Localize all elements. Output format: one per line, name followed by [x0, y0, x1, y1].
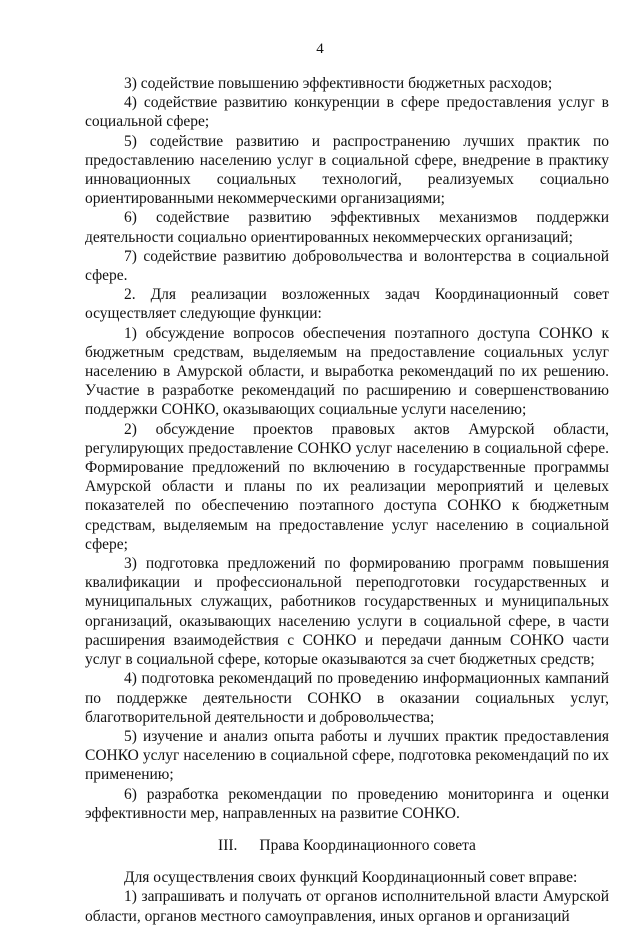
paragraph-section-2-functions: 2. Для реализации возложенных задач Координационный совет осуществляет следующие функции:: [85, 286, 609, 323]
section-heading-number: III.: [218, 836, 238, 854]
paragraph-function-2: 2) обсуждение проектов правовых актов Амурской области, регулирующих предоставление СОНКО услуг населению в социальной сфере. Формирование предложений по включению в государственные программы Амурской области и планы по их реализации мероприятий и целевых показателей по обеспечению поэтапного доступа СОНКО к бюджетным средствам, выделяемым на предоставление услуг населению в социальной сфере;: [85, 420, 609, 553]
paragraph-right-1: 1) запрашивать и получать от органов исполнительной власти Амурской области, органов местного самоуправления, иных органов и организаций: [85, 888, 609, 925]
paragraph-function-6: 6) разработка рекомендации по проведению мониторинга и оценки эффективности мер, направленных на развитие СОНКО.: [85, 785, 609, 822]
document-body: [85, 74, 609, 926]
paragraph-function-1: 1) обсуждение вопросов обеспечения поэтапного доступа СОНКО к бюджетным средствам, выделяемым на предоставление социальных услуг населению в Амурской области, и выработка рекомендаций по их решению. Участие в разработке рекомендаций по расширению и совершенствованию поддержки СОНКО, оказывающих социальные услуги населению;: [85, 324, 609, 419]
paragraph-item-4-competition: 4) содействие развитию конкуренции в сфере предоставления услуг в социальной сфере;: [85, 94, 609, 131]
paragraph-item-6-mechanisms: 6) содействие развитию эффективных механизмов поддержки деятельности социально ориентированных некоммерческих организаций;: [85, 209, 609, 246]
page-number: 4: [316, 41, 324, 57]
paragraph-function-4: 4) подготовка рекомендаций по проведению информационных кампаний по поддержке деятельности СОНКО в оказании социальных услуг, благотворительной деятельности и добровольчества;: [85, 670, 609, 726]
paragraph-rights-intro: Для осуществления своих функций Координационный совет вправе:: [124, 869, 578, 887]
paragraph-item-3-budget: 3) содействие повышению эффективности бюджетных расходов;: [124, 75, 553, 92]
paragraph-item-5-best-practices: 5) содействие развитию и распространению лучших практик по предоставлению населению услуг в социальной сфере, внедрение в практику инновационных социальных технологий, реализуемых социально ориентированными некоммерческими организациями;: [85, 132, 609, 208]
paragraph-function-3: 3) подготовка предложений по формированию программ повышения квалификации и профессиональной переподготовки государственных и муниципальных служащих, работников государственных и муниципальных организаций, оказывающих населению услуги в социальной сфере, в части расширения взаимодействия с СОНКО и передачи данным СОНКО части услуг в социальной сфере, которые оказываются за счет бюджетных средств;: [85, 555, 609, 669]
section-heading-title: Права Координационного совета: [259, 836, 476, 854]
paragraph-function-5: 5) изучение и анализ опыта работы и лучших практик предоставления СОНКО услуг населению в социальной сфере, подготовка рекомендаций по их применению;: [85, 727, 609, 784]
paragraph-item-7-volunteering: 7) содействие развитию добровольчества и волонтерства в социальной сфере.: [85, 247, 609, 285]
section-heading: [85, 836, 609, 855]
